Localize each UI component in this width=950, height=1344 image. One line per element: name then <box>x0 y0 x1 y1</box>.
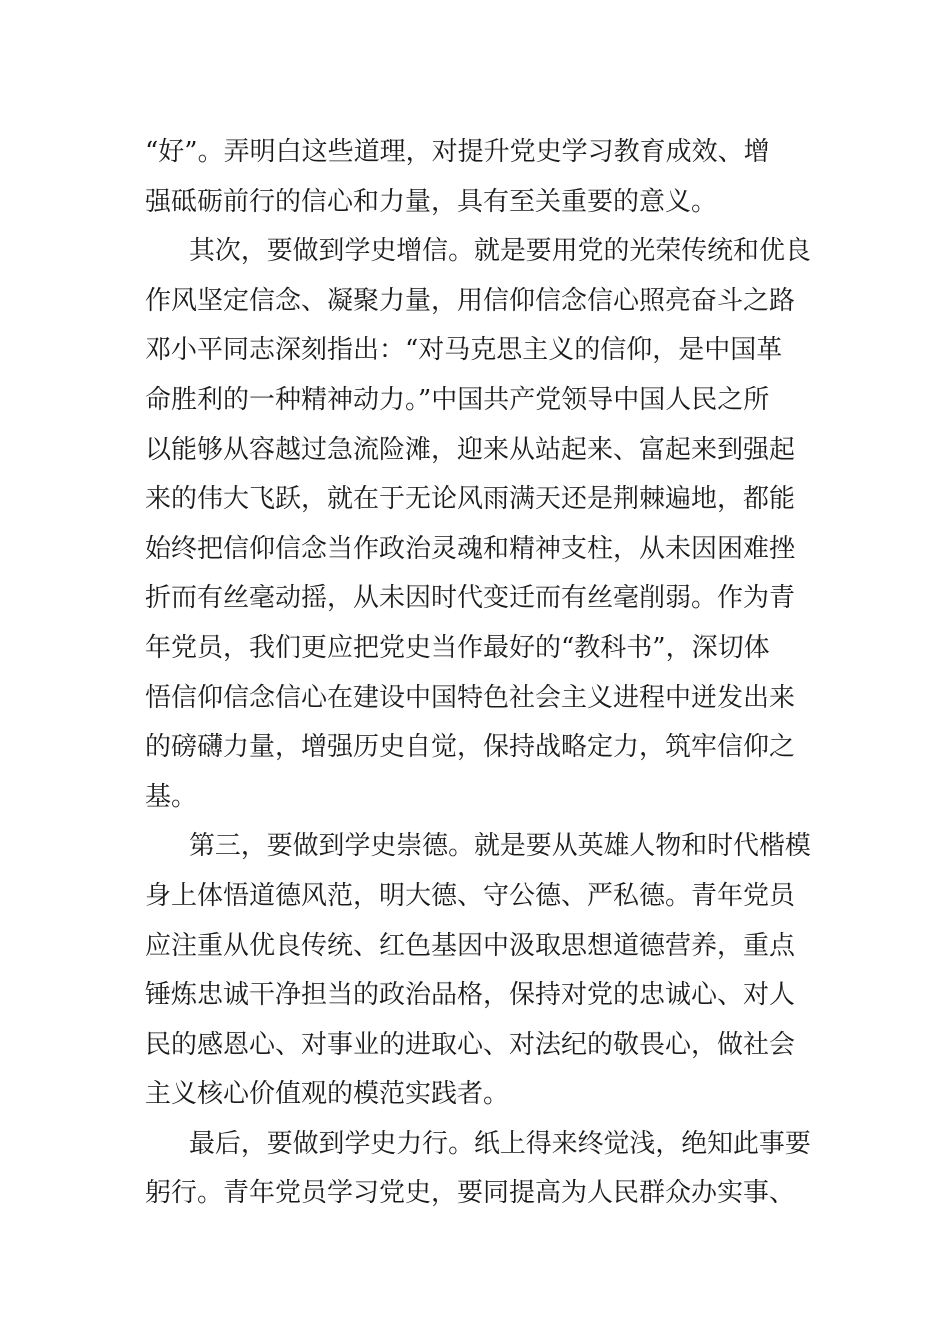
text-line: “好”。弄明白这些道理，对提升党史学习教育成效、增 <box>145 137 770 167</box>
text-line: 强砥砺前行的信心和力量，具有至关重要的意义。 <box>145 186 718 217</box>
text-line: 始终把信仰信念当作政治灵魂和精神支柱，从未因困难挫 <box>145 533 796 564</box>
paragraph-first-line: 最后，要做到学史力行。纸上得来终觉浅，绝知此事要 <box>189 1128 811 1159</box>
text-line: 基。 <box>145 781 198 812</box>
body-text <box>145 128 811 1219</box>
text-line: 命胜利的一种精神动力。”中国共产党领导中国人民之所 <box>145 384 770 415</box>
text-line: 锤炼忠诚干净担当的政治品格，保持对党的忠诚心、对人 <box>145 980 796 1011</box>
paragraph-first-line: 第三，要做到学史崇德。就是要从英雄人物和时代楷模 <box>189 831 811 862</box>
text-line: 作风坚定信念、凝聚力量，用信仰信念信心照亮奋斗之路 <box>145 285 796 316</box>
paragraph-first-line: 其次，要做到学史增信。就是要用党的光荣传统和优良 <box>189 236 811 267</box>
text-line: 躬行。青年党员学习党史，要同提高为人民群众办实事、 <box>145 1178 796 1209</box>
text-line: 身上体悟道德风范，明大德、守公德、严私德。青年党员 <box>145 880 796 911</box>
text-line: 来的伟大飞跃，就在于无论风雨满天还是荆棘遍地，都能 <box>145 484 796 515</box>
text-line: 民的感恩心、对事业的进取心、对法纪的敬畏心，做社会 <box>145 1029 796 1060</box>
text-line: 悟信仰信念信心在建设中国特色社会主义进程中迸发出来 <box>145 682 796 713</box>
text-line: 主义核心价值观的模范实践者。 <box>145 1079 510 1110</box>
text-line: 年党员，我们更应把党史当作最好的“教科书”，深切体 <box>145 632 770 663</box>
text-line: 折而有丝毫动摇，从未因时代变迁而有丝毫削弱。作为青 <box>145 583 796 614</box>
text-line: 的磅礴力量，增强历史自觉，保持战略定力，筑牢信仰之 <box>145 732 796 763</box>
text-line: 应注重从优良传统、红色基因中汲取思想道德营养，重点 <box>145 930 796 961</box>
text-line: 以能够从容越过急流险滩，迎来从站起来、富起来到强起 <box>145 434 796 465</box>
text-line: 邓小平同志深刻指出：“对马克思主义的信仰，是中国革 <box>145 335 783 366</box>
